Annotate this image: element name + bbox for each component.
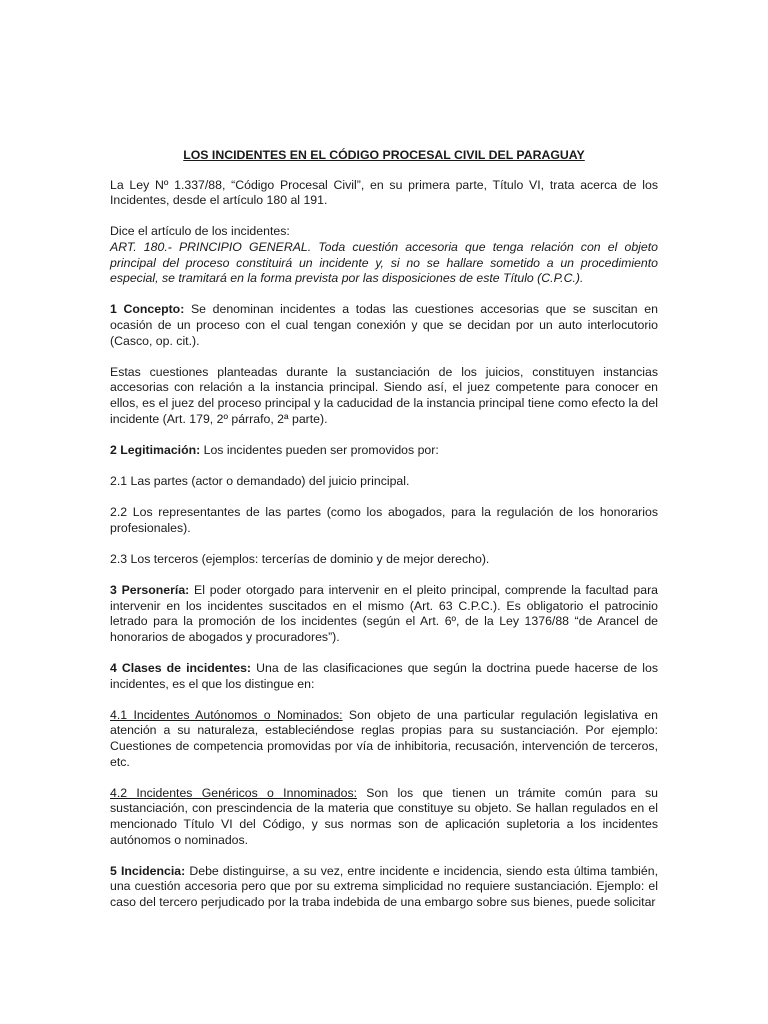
concepto-heading: 1 Concepto: [110,302,185,317]
genericos-paragraph [110,786,658,848]
personeria-text: El poder otorgado para intervenir en el pleito principal, comprende la facultad para intervenir en los incidentes suscitados en el mismo (Art. 63 C.P.C.). Es obligatorio el patrocinio letrado para la promoción de los incidentes (según el Art. 6º, de la Ley 1376/88 “de Arancel de honorarios de abogados y procuradores”). [110,583,658,644]
legitimacion-text: Los incidentes pueden ser promovidos por: [200,442,439,457]
quote-lead: Dice el artículo de los incidentes: [110,224,290,239]
clases-paragraph [110,661,658,692]
incidencia-paragraph [110,864,658,911]
incidencia-text: Debe distinguirse, a su vez, entre incidente e incidencia, siendo esta última también, una cuestión accesoria pero que por su extrema simplicidad no requiere sustanciación. Ejemplo: el caso del tercero perjudicado por la traba indebida de una embargo sobre sus bienes, puede solicitar [110,863,658,909]
autonomos-heading: 4.1 Incidentes Autónomos o Nominados: [110,707,343,722]
list-item: 2.2 Los representantes de las partes (como los abogados, para la regulación de los honorarios profesionales). [110,505,658,535]
legitimacion-heading: 2 Legitimación: [110,442,201,457]
clases-text: Una de las clasificaciones que según la doctrina puede hacerse de los incidentes, es el que los distingue en: [110,661,658,691]
concepto-text: Se denominan incidentes a todas las cuestiones accesorias que se suscitan en ocasión de un proceso con el cual tengan conexión y que se decidan por un auto interlocutorio (Casco, op. cit.). [110,302,658,348]
document-title: LOS INCIDENTES EN EL CÓDIGO PROCESAL CIVIL DEL PARAGUAY [183,148,585,162]
document-page [110,148,658,926]
article-180-quote: ART. 180.- PRINCIPIO GENERAL. Toda cuestión accesoria que tenga relación con el objeto principal del proceso constituirá un incidente y, si no se hallare sometido a un procedimiento especial, se tramitará en la forma prevista por las disposiciones de este Título (C.P.C.). [110,239,658,286]
cuestiones-paragraph: Estas cuestiones planteadas durante la sustanciación de los juicios, constituyen instancias accesorias con relación a la instancia principal. Siendo así, el juez competente para conocer en ellos, es el juez del proceso principal y la caducidad de la instancia principal tiene como efecto la del incidente (Art. 179, 2º párrafo, 2ª parte). [110,364,658,426]
list-item: 2.1 Las partes (actor o demandado) del juicio principal. [110,473,410,488]
autonomos-paragraph [110,708,658,770]
autonomos-text: Son objeto de una particular regulación legislativa en atención a su naturaleza, estableciéndose reglas propias para su sustanciación. Por ejemplo: Cuestiones de competencia promovidas por vía de inhibitoria, recusación, intervención de terceros, etc. [110,707,658,769]
clases-heading: 4 Clases de incidentes: [110,661,252,675]
incidencia-heading: 5 Incidencia: [110,863,186,878]
legitimacion-paragraph [110,443,658,459]
intro-paragraph: La Ley Nº 1.337/88, “Código Procesal Civil”, en su primera parte, Título VI, trata acerca de los Incidentes, desde el artículo 180 al 191. [110,177,658,208]
genericos-heading: 4.2 Incidentes Genéricos o Innominados: [110,785,358,800]
genericos-text: Son los que tienen un trámite común para su sustanciación, con prescindencia de la materia que constituye su objeto. Se hallan regulados en el mencionado Título VI del Código, y sus normas son de aplicación supletoria a los incidentes autónomos o nominados. [110,785,658,847]
personeria-heading: 3 Personería: [110,583,190,598]
concepto-paragraph [110,302,658,349]
personeria-paragraph [110,583,658,645]
list-item: 2.3 Los terceros (ejemplos: tercerías de dominio y de mejor derecho). [110,551,490,566]
